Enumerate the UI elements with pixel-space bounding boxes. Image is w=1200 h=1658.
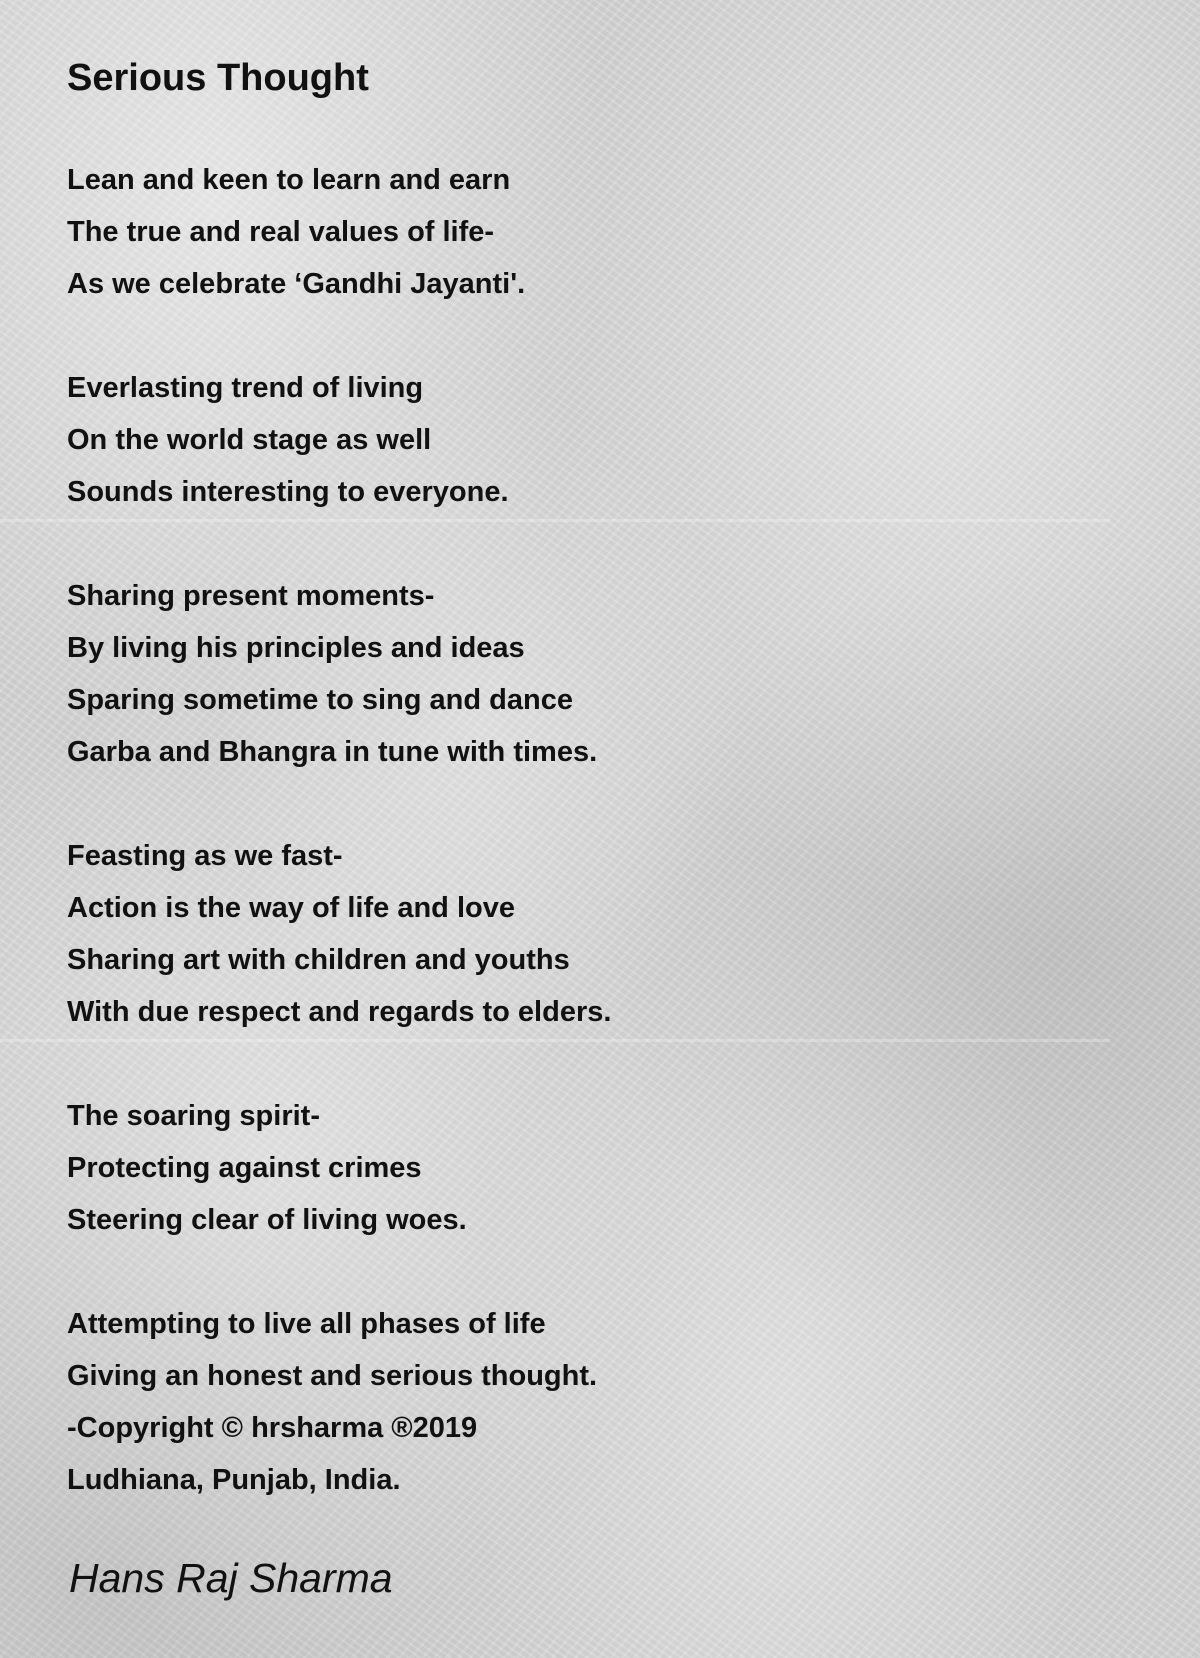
poem-line: Lean and keen to learn and earn (67, 164, 511, 196)
poem-line: Sounds interesting to everyone. (67, 476, 509, 508)
poem-line: The soaring spirit- (67, 1100, 320, 1132)
stanza (67, 1090, 1127, 1246)
poem-line: Sparing sometime to sing and dance (67, 684, 573, 716)
poem-line: On the world stage as well (67, 424, 432, 456)
poem-line: Action is the way of life and love (67, 892, 515, 924)
poem (67, 48, 1127, 1558)
poem-line: Steering clear of living woes. (67, 1204, 467, 1236)
stanza (67, 1298, 1127, 1506)
poem-line: The true and real values of life- (67, 216, 495, 248)
stanza (67, 570, 1127, 778)
poem-line: Giving an honest and serious thought. (67, 1360, 598, 1392)
stanza (67, 154, 1127, 310)
poem-line: As we celebrate ‘Gandhi Jayanti'. (67, 268, 526, 300)
poem-line: Protecting against crimes (67, 1152, 422, 1184)
stanza (67, 830, 1127, 1038)
poem-line: Everlasting trend of living (67, 372, 424, 404)
poem-line: Sharing art with children and youths (67, 944, 570, 976)
poem-line: Sharing present moments- (67, 580, 435, 612)
copyright-line: -Copyright © hrsharma ®2019 (67, 1412, 478, 1444)
stanza (67, 362, 1127, 518)
poem-body (67, 154, 1127, 1506)
poem-title: Serious Thought (67, 57, 369, 99)
author-name: Hans Raj Sharma (69, 1555, 393, 1601)
poem-line: With due respect and regards to elders. (67, 996, 612, 1028)
location-line: Ludhiana, Punjab, India. (67, 1464, 401, 1496)
poem-line: By living his principles and ideas (67, 632, 525, 664)
poem-line: Attempting to live all phases of life (67, 1308, 546, 1340)
poem-line: Feasting as we fast- (67, 840, 343, 872)
poem-line: Garba and Bhangra in tune with times. (67, 736, 598, 768)
